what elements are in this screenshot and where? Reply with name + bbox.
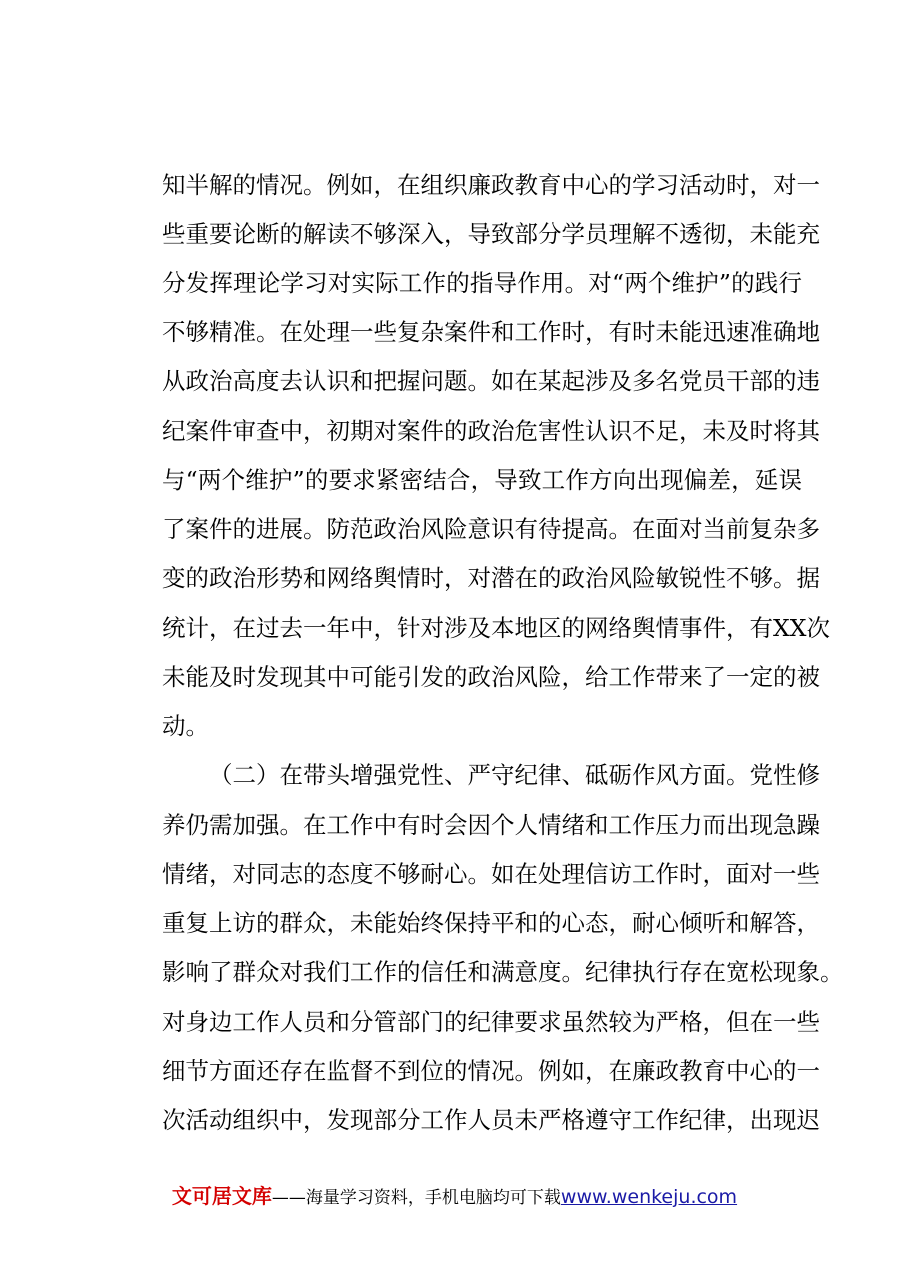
footer-brand: 文可居文库 — [171, 1184, 272, 1208]
paragraph-line: 对身边工作人员和分管部门的纪律要求虽然较为严格，但在一些 — [162, 1008, 820, 1036]
paragraph-line: 了案件的进展。防范政治风险意识有待提高。在面对当前复杂多 — [162, 515, 820, 543]
footer-tagline: ——海量学习资料，手机电脑均可下载 — [271, 1188, 561, 1208]
paragraph-line: 次活动组织中，发现部分工作人员未严格遵守工作纪律，出现迟 — [162, 1106, 820, 1134]
paragraph-line: 情绪，对同志的态度不够耐心。如在处理信访工作时，面对一些 — [162, 860, 820, 888]
paragraph-line: 与“两个维护”的要求紧密结合，导致工作方向出现偏差，延误 — [162, 466, 802, 494]
paragraph-line: 些重要论断的解读不够深入，导致部分学员理解不透彻，未能充 — [162, 220, 820, 248]
section-heading-line: （二）在带头增强党性、严守纪律、砥砺作风方面。党性修 — [209, 761, 820, 789]
paragraph-line: 动。 — [162, 712, 209, 740]
paragraph-line: 知半解的情况。例如，在组织廉政教育中心的学习活动时，对一 — [162, 171, 820, 199]
paragraph-line: 从政治高度去认识和把握问题。如在某起涉及多名党员干部的违 — [162, 367, 820, 395]
paragraph-line: 分发挥理论学习对实际工作的指导作用。对“两个维护”的践行 — [162, 269, 802, 297]
paragraph-line: 未能及时发现其中可能引发的政治风险，给工作带来了一定的被 — [162, 663, 820, 691]
paragraph-line: 变的政治形势和网络舆情时，对潜在的政治风险敏锐性不够。据 — [162, 564, 820, 592]
paragraph-line: 细节方面还存在监督不到位的情况。例如，在廉政教育中心的一 — [162, 1057, 820, 1085]
paragraph-line: 影响了群众对我们工作的信任和满意度。纪律执行存在宽松现象。 — [162, 958, 844, 986]
footer-banner — [0, 1180, 909, 1209]
paragraph-line: 不够精准。在处理一些复杂案件和工作时，有时未能迅速准确地 — [162, 318, 820, 346]
paragraph-line: 重复上访的群众，未能始终保持平和的心态，耐心倾听和解答， — [162, 909, 820, 937]
paragraph-line: 统计，在过去一年中，针对涉及本地区的网络舆情事件，有XX次 — [162, 614, 830, 642]
paragraph-line: 纪案件审查中，初期对案件的政治危害性认识不足，未及时将其 — [162, 417, 820, 445]
paragraph-line: 养仍需加强。在工作中有时会因个人情绪和工作压力而出现急躁 — [162, 811, 820, 839]
footer-link[interactable]: www.wenkeju.com — [560, 1186, 738, 1208]
